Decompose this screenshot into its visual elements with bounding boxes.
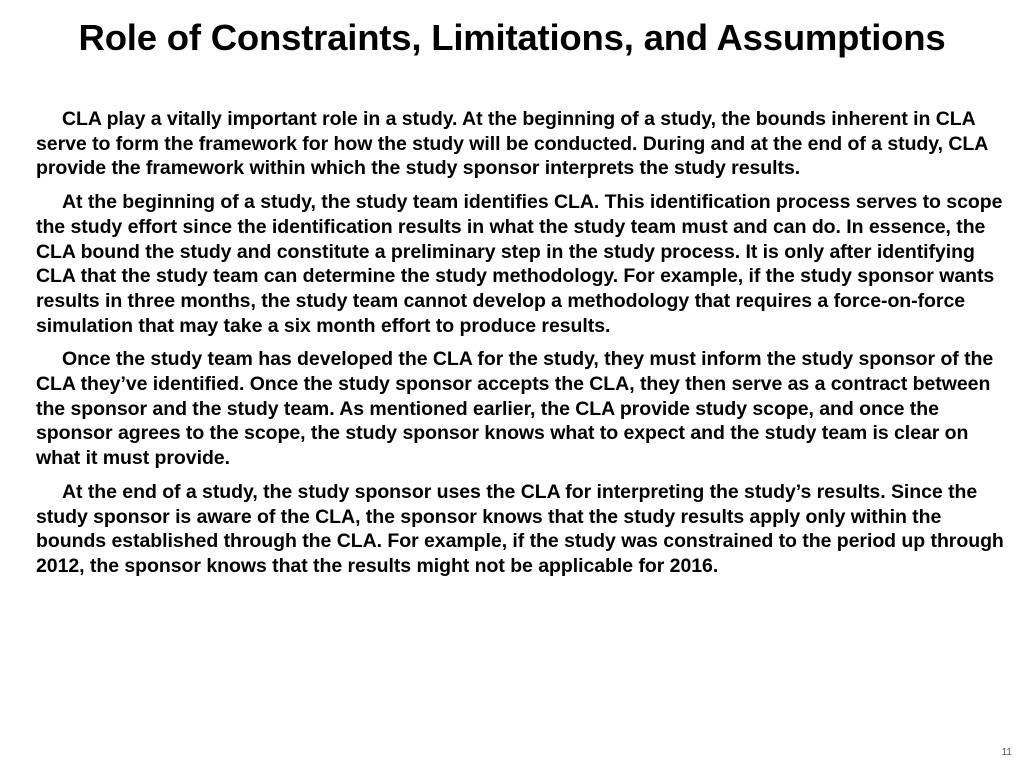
body-paragraph-3: Once the study team has developed the CLA for the study, they must inform the study sponsor of the CLA they’ve identified. Once the study sponsor accepts the CLA, they then serve as a contract between the sponsor and the study team. As mentioned earlier, the CLA provide study scope, and once the sponsor agrees to the scope, the study sponsor knows what to expect and the study team is clear on what it must provide. <box>36 348 994 470</box>
body-paragraph-4: At the end of a study, the study sponsor uses the CLA for interpreting the study’s results. Since the study sponsor is aware of the CLA, the sponsor knows that the study results apply only within the bounds established through the CLA. For example, if the study was constrained to the period up through 2012, the sponsor knows that the results might not be applicable for 2016. <box>36 480 1004 577</box>
body-paragraph-1: CLA play a vitally important role in a study. At the beginning of a study, the bounds inherent in CLA serve to form the framework for how the study will be conducted. During and at the end of a study, CLA provide the framework within which the study sponsor interprets the study results. <box>36 108 988 180</box>
slide-title: Role of Constraints, Limitations, and Assumptions <box>78 17 946 58</box>
page-number: 11 <box>1001 747 1012 758</box>
body-paragraph-2: At the beginning of a study, the study team identifies CLA. This identification process serves to scope the study effort since the identification results in what the study team must and can do. In essence, the CLA bound the study and constitute a preliminary step in the study process. It is only after identifying CLA that the study team can determine the study methodology. For example, if the study sponsor wants results in three months, the study team cannot develop a methodology that requires a force-on-force simulation that may take a six month effort to produce results. <box>36 191 1003 337</box>
slide-body <box>36 107 1006 588</box>
